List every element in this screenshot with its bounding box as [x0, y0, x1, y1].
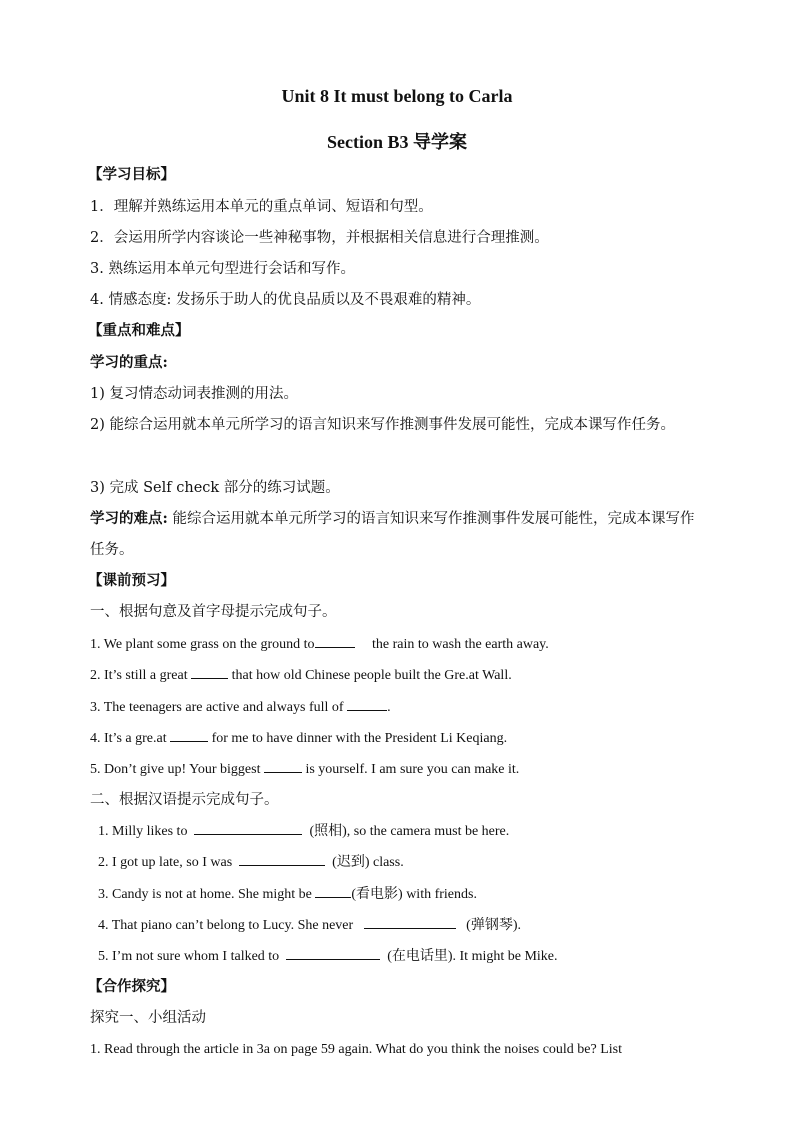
answer-blank[interactable] [170, 728, 208, 742]
answer-blank[interactable] [194, 821, 302, 835]
question-text: (看电影) with friends. [351, 887, 477, 902]
section-key-points: 【重点和难点】 [88, 322, 190, 339]
objective-item: 4. 情感态度: 发扬乐于助人的优良品质以及不畏艰难的精神。 [90, 292, 481, 308]
question-text: 4. That piano can’t belong to Lucy. She never [98, 918, 354, 933]
question-text: 3. The teenagers are active and always full of [90, 700, 344, 715]
answer-blank[interactable] [239, 852, 325, 866]
focus-item: 1) 复习情态动词表推测的用法。 [90, 386, 298, 402]
question-text: the rain to wash the earth away. [372, 637, 549, 652]
section-objectives: 【学习目标】 [88, 166, 175, 183]
question-text: 1. Milly likes to [98, 824, 188, 839]
focus-item: 3) 完成 Self check 部分的练习试题。 [90, 480, 340, 496]
objective-item: 1．理解并熟练运用本单元的重点单词、短语和句型。 [90, 199, 433, 215]
question-text: 2. I got up late, so I was [98, 855, 233, 870]
question-text: (照相), so the camera must be here. [309, 824, 510, 839]
part1-question [90, 697, 391, 718]
question-text: 1. We plant some grass on the ground to [90, 637, 315, 652]
part2-heading: 二、根据汉语提示完成句子。 [90, 792, 279, 808]
question-text: 2. It’s still a great [90, 668, 188, 683]
focus-item: 2) 能综合运用就本单元所学习的语言知识来写作推测事件发展可能性，完成本课写作任务。 [90, 417, 675, 433]
page-title: Unit 8 It must belong to Carla [281, 86, 513, 106]
answer-blank[interactable] [264, 759, 302, 773]
answer-blank[interactable] [191, 665, 228, 679]
question-text: that how old Chinese people built the Gre.at Wall. [231, 668, 512, 683]
explore-subheading: 探究一、小组活动 [90, 1010, 206, 1026]
difficulty-text: 能综合运用就本单元所学习的语言知识来写作推测事件发展可能性，完成本课写作任务。 [90, 511, 695, 558]
part1-heading: 一、根据句意及首字母提示完成句子。 [90, 604, 337, 620]
part1-question [90, 665, 512, 686]
question-text: (在电话里). It might be Mike. [387, 949, 558, 964]
question-text: 5. Don’t give up! Your biggest [90, 762, 261, 777]
question-text: for me to have dinner with the President Li Keqiang. [211, 731, 508, 746]
question-text: 4. It’s a gre.at [90, 731, 167, 746]
difficulty-label: 学习的难点: [90, 510, 168, 527]
explore-question: 1. Read through the article in 3a on page 59 again. What do you think the noises could be? List [90, 1042, 622, 1057]
answer-blank[interactable] [315, 884, 351, 898]
page-subtitle: Section B3 导学案 [326, 132, 467, 152]
part2-question [98, 915, 521, 936]
question-text: (迟到) class. [332, 855, 404, 870]
part2-question [98, 884, 477, 905]
answer-blank[interactable] [364, 915, 456, 929]
answer-blank[interactable] [347, 697, 387, 711]
part1-question [90, 759, 519, 780]
objective-item: 2．会运用所学内容谈论一些神秘事物，并根据相关信息进行合理推测。 [90, 230, 549, 246]
section-explore: 【合作探究】 [88, 978, 175, 995]
answer-blank[interactable] [286, 946, 380, 960]
question-text: is yourself. I am sure you can make it. [305, 762, 520, 777]
question-text: 3. Candy is not at home. She might be [98, 887, 312, 902]
question-text: 5. I’m not sure whom I talked to [98, 949, 280, 964]
part2-question [98, 821, 509, 842]
focus-label: 学习的重点: [90, 354, 168, 371]
part1-question [90, 728, 507, 749]
part1-question [90, 634, 549, 655]
difficulty-paragraph [90, 503, 706, 566]
answer-blank[interactable] [315, 634, 355, 648]
part2-question [98, 946, 558, 967]
section-preview: 【课前预习】 [88, 572, 175, 589]
part2-question [98, 852, 404, 873]
question-text: . [387, 700, 391, 715]
objective-item: 3. 熟练运用本单元句型进行会话和写作。 [90, 261, 355, 277]
question-text: (弹钢琴). [466, 918, 521, 933]
